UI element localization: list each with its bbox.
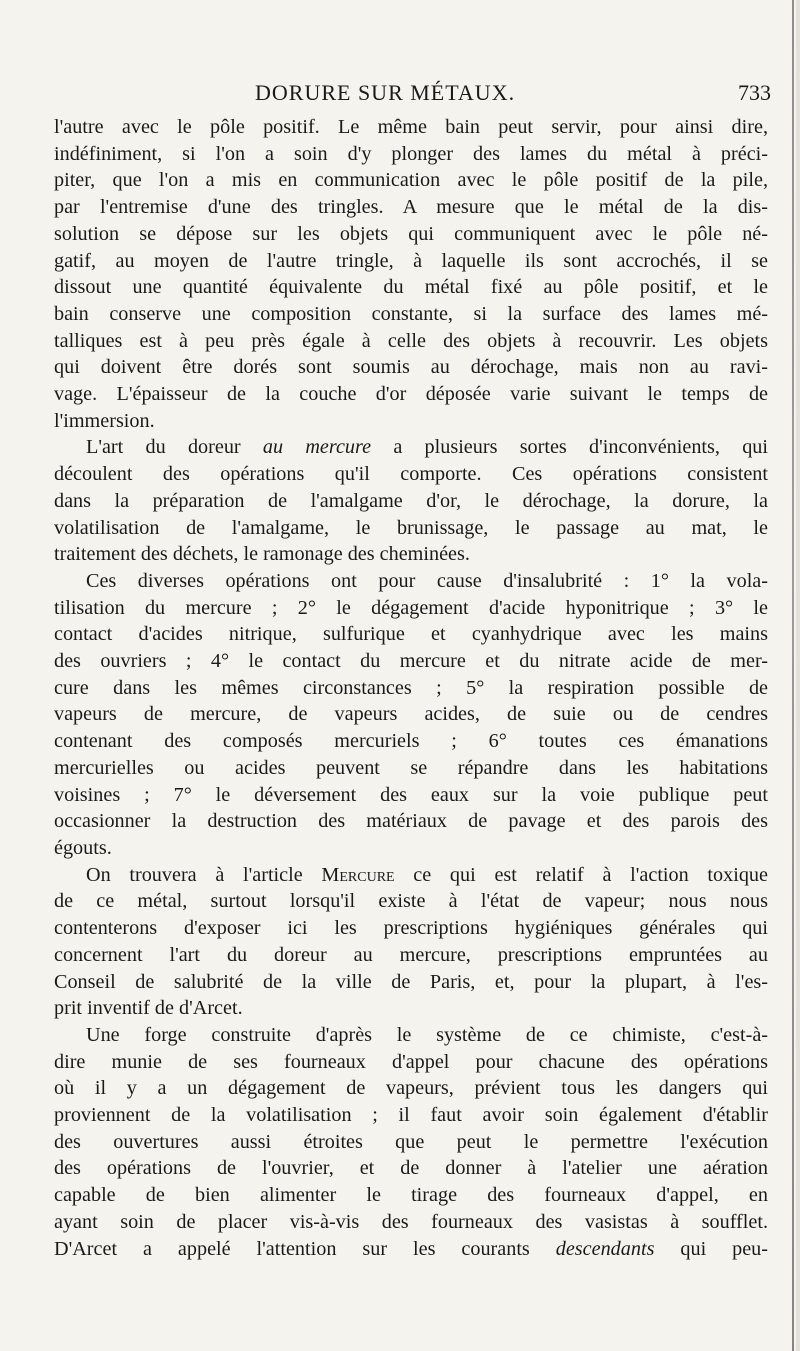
- text-line: des ouvriers ; 4° le contact du mercure et du nitrate acide de mer-: [54, 650, 768, 673]
- text-line: mercurielles ou acides peuvent se répandre dans les habitations: [54, 756, 768, 779]
- text-line: dissout une quantité équivalente du métal fixé au pôle positif, et le: [54, 276, 768, 299]
- paragraph: [54, 568, 768, 862]
- text-line: [54, 1236, 768, 1263]
- text-line: gatif, au moyen de l'autre tringle, à laquelle ils sont accrochés, il se: [54, 249, 768, 272]
- text-line: Une forge construite d'après le système de ce chimiste, c'est-à-: [86, 1023, 768, 1046]
- text-line: contact d'acides nitrique, sulfurique et cyanhydrique avec les mains: [54, 623, 768, 646]
- text-line: Conseil de salubrité de la ville de Paris, et, pour la plupart, à l'es-: [54, 970, 768, 993]
- text-line: égouts.: [54, 836, 112, 859]
- running-head: DORURE SUR MÉTAUX.: [255, 80, 516, 105]
- text-line: l'autre avec le pôle positif. Le même bain peut servir, pour ainsi dire,: [54, 116, 768, 138]
- text-line: traitement des déchets, le ramonage des cheminées.: [54, 543, 470, 566]
- page-edge: [796, 0, 800, 1351]
- text-line: prit inventif de d'Arcet.: [54, 997, 243, 1020]
- text-line: concernent l'art du doreur au mercure, prescriptions empruntées au: [54, 943, 768, 966]
- text-line: talliques est à peu près égale à celle des objets à recouvrir. Les objets: [54, 329, 768, 352]
- text-line: indéfiniment, si l'on a soin d'y plonger des lames du métal à préci-: [54, 142, 768, 165]
- page-edge-shadow: [792, 0, 794, 1351]
- text-line: l'immersion.: [54, 409, 155, 432]
- text-line: des ouvertures aussi étroites que peut le permettre l'exécution: [54, 1130, 768, 1153]
- text-line: voisines ; 7° le déversement des eaux sur la voie publique peut: [54, 783, 768, 806]
- text-line: occasionner la destruction des matériaux de pavage et des parois des: [54, 810, 768, 833]
- text-line: piter, que l'on a mis en communication avec le pôle positif de la pile,: [54, 169, 768, 192]
- text-line: de ce métal, surtout lorsqu'il existe à l'état de vapeur; nous nous: [54, 890, 768, 913]
- emphasis: au mercure: [262, 436, 372, 459]
- text-line: qui doivent être dorés sont soumis au dérochage, mais non au ravi-: [54, 356, 768, 379]
- paragraph: [54, 434, 768, 568]
- text-line: ayant soin de placer vis-à-vis des fourneaux des vasistas à soufflet.: [54, 1210, 768, 1233]
- text-line: [54, 434, 768, 461]
- text-run: qui peu-: [654, 1237, 768, 1260]
- text-line: cure dans les mêmes circonstances ; 5° la respiration possible de: [54, 676, 768, 699]
- text-line: Ces diverses opérations ont pour cause d'insalubrité : 1° la vola-: [86, 569, 768, 592]
- text-line: des opérations de l'ouvrier, et de donner à l'atelier une aération: [54, 1157, 768, 1180]
- text-run: a plusieurs sortes d'inconvénients, qui: [371, 436, 768, 459]
- text-run: L'art du doreur: [86, 436, 263, 459]
- text-run: On trouvera à l'article: [86, 863, 322, 886]
- body-text: [54, 114, 768, 1262]
- text-line: tilisation du mercure ; 2° le dégagement d'acide hyponitrique ; 3° le: [54, 596, 768, 619]
- text-run: D'Arcet a appelé l'attention sur les courants: [54, 1237, 556, 1260]
- paragraph: [54, 114, 768, 434]
- text-run: ce qui est relatif à l'action toxique: [394, 863, 768, 886]
- text-line: contenant des composés mercuriels ; 6° toutes ces émanations: [54, 730, 768, 753]
- article-reference: Mercure: [321, 863, 395, 886]
- paragraph: [54, 1022, 768, 1262]
- text-line: où il y a un dégagement de vapeurs, prévient tous les dangers qui: [54, 1077, 768, 1100]
- page-number: 733: [738, 80, 771, 105]
- text-line: par l'entremise d'une des tringles. A mesure que le métal de la dis-: [54, 196, 768, 219]
- text-line: vage. L'épaisseur de la couche d'or déposée varie suivant le temps de: [54, 383, 768, 406]
- text-line: [54, 862, 768, 889]
- emphasis: descendants: [555, 1237, 655, 1260]
- text-line: contenterons d'exposer ici les prescriptions hygiéniques générales qui: [54, 917, 768, 940]
- text-line: volatilisation de l'amalgame, le brunissage, le passage au mat, le: [54, 516, 768, 539]
- text-line: solution se dépose sur les objets qui communiquent avec le pôle né-: [54, 222, 768, 245]
- text-line: proviennent de la volatilisation ; il faut avoir soin également d'établir: [54, 1104, 768, 1127]
- text-line: dire munie de ses fourneaux d'appel pour chacune des opérations: [54, 1050, 768, 1073]
- text-line: capable de bien alimenter le tirage des fourneaux d'appel, en: [54, 1184, 768, 1207]
- text-line: dans la préparation de l'amalgame d'or, le dérochage, la dorure, la: [54, 489, 768, 512]
- text-line: vapeurs de mercure, de vapeurs acides, de suie ou de cendres: [54, 703, 768, 726]
- text-line: découlent des opérations qu'il comporte. Ces opérations consistent: [54, 463, 768, 486]
- paragraph: [54, 862, 768, 1022]
- text-line: bain conserve une composition constante, si la surface des lames mé-: [54, 302, 768, 325]
